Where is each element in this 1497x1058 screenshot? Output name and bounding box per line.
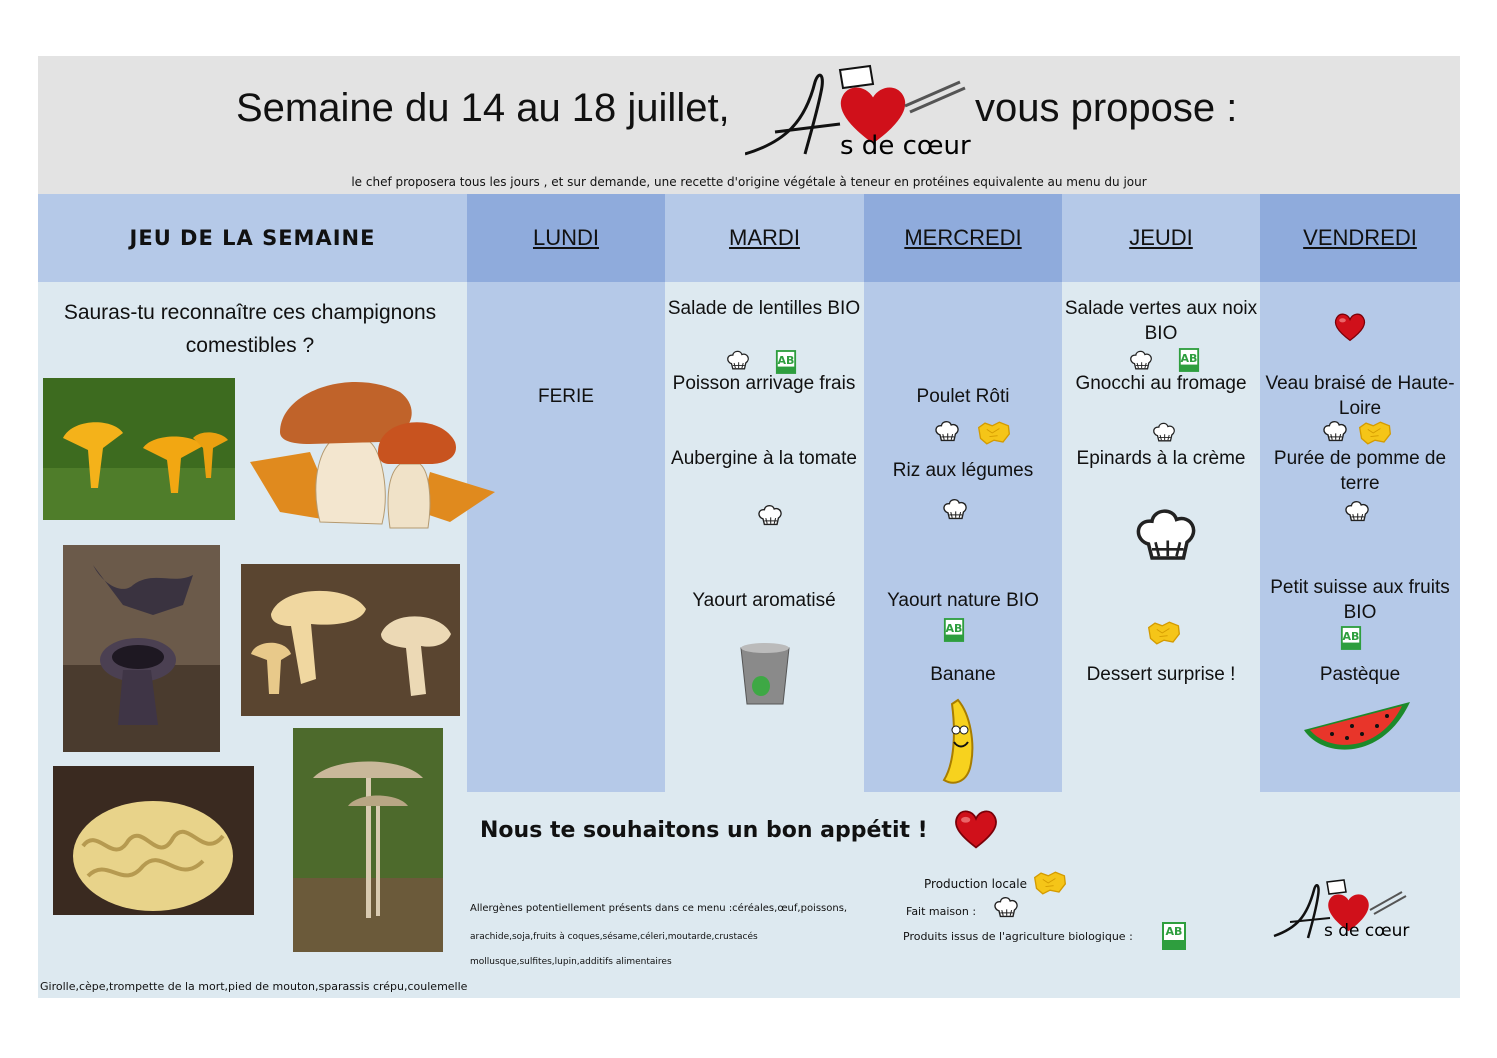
- lundi-item-1: FERIE: [538, 386, 594, 407]
- svg-text:s de cœur: s de cœur: [1324, 921, 1410, 941]
- as-de-coeur-logo-small: [1272, 878, 1412, 948]
- day-heading-mercredi: MERCREDI: [864, 194, 1062, 282]
- vendredi-item-2: Purée de pomme de terre: [1273, 448, 1447, 494]
- mercredi-item-1: Poulet Rôti: [916, 386, 1010, 407]
- mardi-item-2: Poisson arrivage frais: [672, 373, 856, 394]
- jeudi-item-4: Dessert surprise !: [1086, 664, 1236, 685]
- day-heading-mardi: MARDI: [665, 194, 864, 282]
- local-production-icon: [1032, 870, 1068, 896]
- bio-icon: [1178, 347, 1200, 373]
- girolle-photo: [43, 378, 235, 520]
- yogurt-cup-icon: [737, 640, 793, 710]
- chef-hat-icon: [1320, 418, 1350, 446]
- column-lundi: [467, 194, 665, 792]
- bio-icon: [1340, 625, 1362, 651]
- mardi-item-1: Salade de lentilles BIO: [667, 298, 861, 319]
- legend-bio-label: Produits issus de l'agriculture biologique :: [903, 930, 1133, 943]
- heart-icon: [953, 808, 999, 850]
- mercredi-item-4: Banane: [930, 664, 996, 685]
- trompette-photo: [63, 545, 220, 752]
- chef-hat-icon: [1342, 498, 1372, 526]
- heart-icon: [1333, 312, 1367, 342]
- bio-icon: [943, 617, 965, 643]
- chef-hat-icon: [1128, 502, 1204, 572]
- game-heading: JEU DE LA SEMAINE: [38, 194, 467, 282]
- chef-hat-icon: [990, 894, 1022, 922]
- legend-local-label: Production locale: [924, 877, 1028, 891]
- jeudi-item-2: Gnocchi au fromage: [1075, 373, 1247, 394]
- allergens-line-2: arachide,soja,fruits à coques,sésame,céleri,moutarde,crustacés: [470, 932, 758, 942]
- day-heading-jeudi: JEUDI: [1062, 194, 1260, 282]
- chef-subtitle: le chef proposera tous les jours , et sur demande, une recette d'origine végétale à teneur en protéines equivalente au menu du jour: [351, 175, 1147, 189]
- sparassis-photo: [53, 766, 254, 915]
- legend-home-label: Fait maison :: [906, 905, 977, 918]
- cepe-illustration: [250, 372, 495, 534]
- vendredi-item-1: Veau braisé de Haute-Loire: [1265, 373, 1455, 419]
- mardi-item-3: Aubergine à la tomate: [671, 448, 857, 469]
- chef-hat-icon: [932, 418, 962, 446]
- bio-icon: [1162, 922, 1186, 950]
- bio-badge-label: AB: [1165, 925, 1183, 938]
- svg-text:s de cœur: s de cœur: [840, 131, 971, 161]
- mercredi-item-3: Yaourt nature BIO: [887, 590, 1039, 611]
- bon-appetit-message: Nous te souhaitons un bon appétit !: [480, 818, 928, 843]
- allergens-line-1: Allergènes potentiellement présents dans ce menu :céréales,œuf,poissons,: [470, 903, 848, 914]
- coulemelle-photo: [293, 728, 443, 952]
- page-title-left: Semaine du 14 au 18 juillet,: [236, 86, 730, 130]
- column-jeudi: [1062, 194, 1260, 792]
- chef-hat-icon: [1150, 420, 1178, 446]
- jeudi-item-1: Salade vertes aux noix BIO: [1064, 298, 1258, 344]
- local-production-icon: [976, 420, 1012, 446]
- banana-icon: [930, 694, 990, 788]
- watermelon-icon: [1302, 696, 1412, 760]
- page-title-right: vous propose :: [975, 86, 1238, 130]
- game-answer: Girolle,cèpe,trompette de la mort,pied de mouton,sparassis crépu,coulemelle: [40, 980, 468, 993]
- local-production-icon: [1146, 620, 1182, 646]
- game-question: Sauras-tu reconnaître ces champignons comestibles ?: [63, 301, 437, 357]
- day-heading-lundi: LUNDI: [467, 194, 665, 282]
- chef-hat-icon: [940, 496, 970, 524]
- pied-de-mouton-photo: [241, 564, 460, 716]
- chef-hat-icon: [755, 502, 785, 530]
- vendredi-item-4: Pastèque: [1319, 664, 1401, 685]
- vendredi-item-3: Petit suisse aux fruits BIO: [1270, 577, 1450, 623]
- mardi-item-4: Yaourt aromatisé: [692, 590, 836, 611]
- mercredi-item-2: Riz aux légumes: [892, 460, 1034, 481]
- jeudi-item-3: Epinards à la crème: [1076, 448, 1246, 469]
- day-heading-vendredi: VENDREDI: [1260, 194, 1460, 282]
- local-production-icon: [1357, 420, 1393, 446]
- allergens-line-3: mollusque,sulfites,lupin,additifs alimentaires: [470, 957, 672, 967]
- as-de-coeur-logo: [745, 62, 975, 162]
